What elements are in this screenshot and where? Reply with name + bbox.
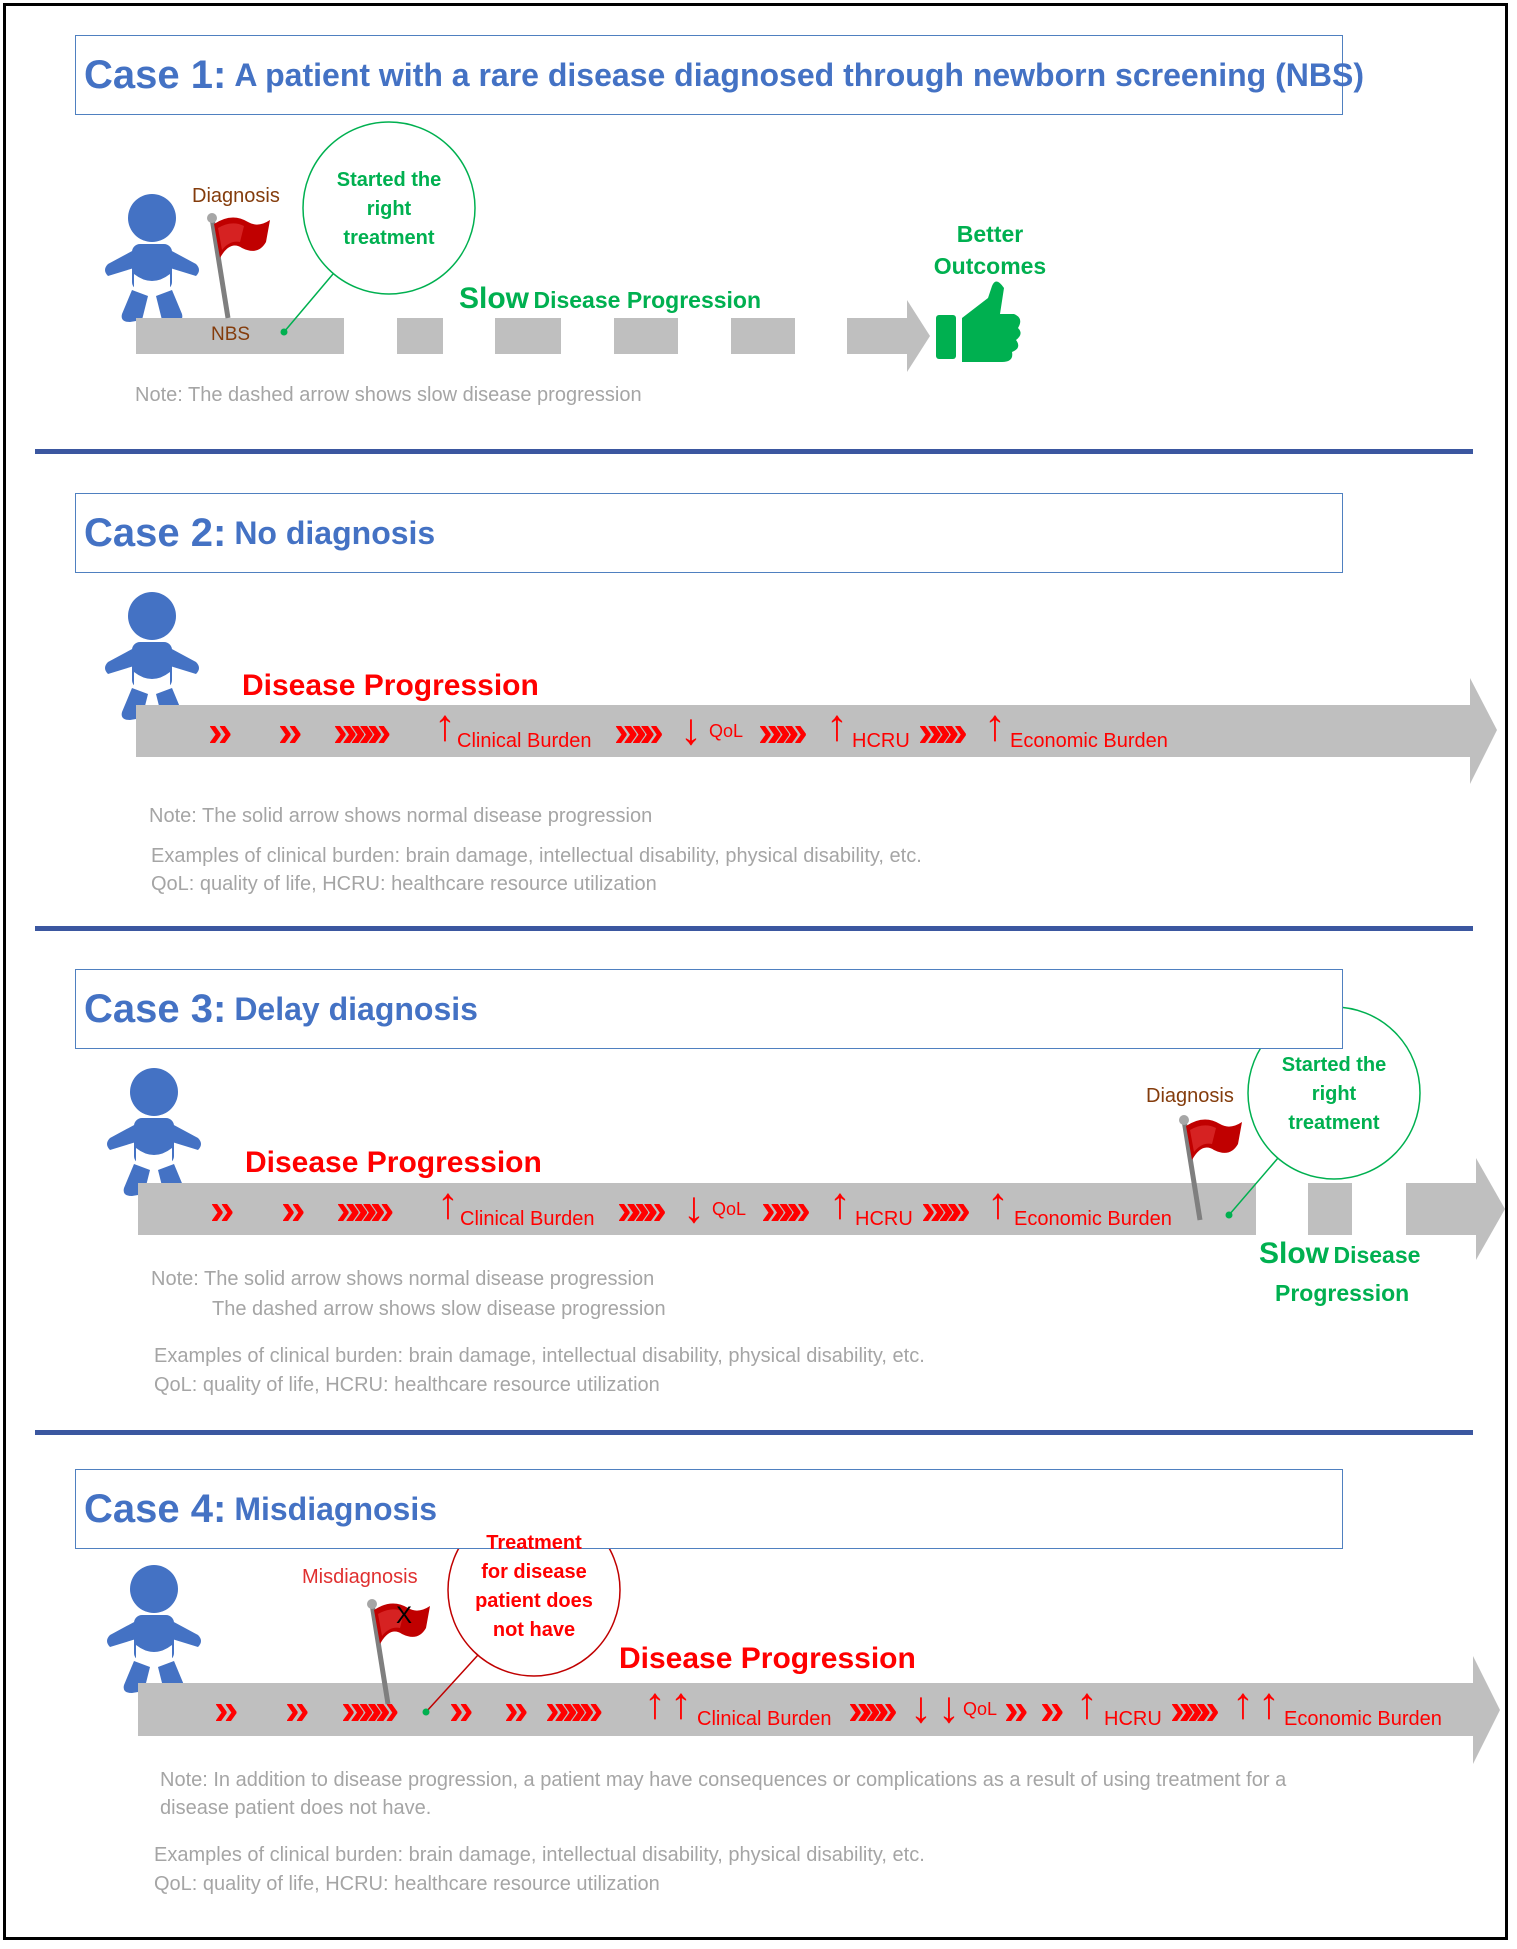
case2-label: Case 2:	[84, 510, 227, 555]
chevron-group: »	[208, 707, 217, 756]
slow-progression-label	[459, 284, 761, 314]
economic-burden-label: Economic Burden	[1284, 1708, 1442, 1730]
chevron-group: »	[1040, 1685, 1049, 1734]
bubble-line: Treatment	[486, 1532, 582, 1554]
up-arrow-icon: ↑	[1076, 1679, 1098, 1728]
case1-title	[75, 35, 1364, 115]
clinical-burden-label: Clinical Burden	[697, 1708, 832, 1730]
case4-label: Case 4:	[84, 1486, 227, 1531]
chevron-group: »»»»	[614, 707, 648, 756]
bubble-line: right	[1311, 1083, 1357, 1105]
case3-note-line2: The dashed arrow shows slow disease progression	[212, 1298, 666, 1320]
clinical-burden-label: Clinical Burden	[460, 1208, 595, 1230]
up-arrow-icon: ↑	[826, 701, 848, 750]
case2-abbreviations: QoL: quality of life, HCRU: healthcare resource utilization	[151, 873, 657, 895]
nbs-label: NBS	[211, 324, 251, 345]
slow-word: Slow	[459, 282, 530, 315]
chevron-group: »»»»	[918, 707, 952, 756]
case2-note: Note: The solid arrow shows normal disease progression	[149, 805, 653, 827]
up-arrow-icon: ↑	[670, 1679, 692, 1728]
case4-note-line2: disease patient does not have.	[160, 1797, 432, 1819]
case1-note: Note: The dashed arrow shows slow disease progression	[135, 384, 642, 406]
misdiagnosis-label: Misdiagnosis	[302, 1566, 418, 1588]
case3-description: Delay diagnosis	[234, 990, 478, 1027]
baby-icon	[105, 194, 199, 322]
up-arrow-icon: ↑	[984, 701, 1006, 750]
baby-icon	[107, 1068, 201, 1196]
case3-label: Case 3:	[84, 986, 227, 1031]
disease-progression-label: Disease Progression	[245, 1146, 542, 1179]
case4-examples: Examples of clinical burden: brain damage, intellectual disability, physical disability, etc.	[154, 1844, 925, 1866]
bubble-line: for disease	[481, 1561, 587, 1583]
qol-label: QoL	[709, 721, 744, 741]
up-arrow-icon: ↑	[1258, 1679, 1280, 1728]
chevron-group: »»»»	[617, 1185, 651, 1234]
chevron-group: »	[281, 1185, 290, 1234]
baby-icon	[107, 1565, 201, 1693]
chevron-group: »»»»»	[545, 1685, 588, 1734]
slow-progression-label	[1259, 1239, 1420, 1269]
treatment-bubble-text	[1250, 1051, 1418, 1138]
case3-examples: Examples of clinical burden: brain damage, intellectual disability, physical disability, etc.	[154, 1345, 925, 1367]
chevron-group: »	[1004, 1685, 1013, 1734]
treatment-bubble-text	[450, 1529, 618, 1645]
section-separator	[35, 1430, 1473, 1435]
case2-description: No diagnosis	[234, 514, 436, 551]
bubble-line: treatment	[1288, 1112, 1380, 1134]
flag-icon	[207, 213, 270, 318]
hcru-label: HCRU	[852, 730, 910, 752]
clinical-burden-label: Clinical Burden	[457, 730, 592, 752]
diagnosis-label: Diagnosis	[192, 185, 280, 207]
outcome-line: Better	[956, 221, 1024, 247]
chevron-group: »	[214, 1685, 223, 1734]
bubble-line: not have	[492, 1619, 576, 1641]
bubble-line: Started the	[1281, 1054, 1387, 1076]
up-arrow-icon: ↑	[1232, 1679, 1254, 1728]
chevron-group: »»»»	[921, 1185, 955, 1234]
up-arrow-icon: ↑	[987, 1179, 1009, 1228]
hcru-label: HCRU	[1104, 1708, 1162, 1730]
disease-progression-label: Disease Progression	[242, 669, 539, 702]
hcru-label: HCRU	[855, 1208, 913, 1230]
qol-label: QoL	[712, 1199, 747, 1219]
slow-word: Slow	[1259, 1237, 1330, 1270]
flag-mark: X	[396, 1602, 413, 1629]
treatment-bubble-text	[305, 166, 473, 253]
section-separator	[35, 449, 1473, 454]
case1-label: Case 1:	[84, 52, 227, 97]
chevron-group: »	[449, 1685, 458, 1734]
case1-description: A patient with a rare disease diagnosed through newborn screening (NBS)	[234, 56, 1364, 93]
chevron-group: »»»»»	[341, 1685, 384, 1734]
section-separator	[35, 926, 1473, 931]
case2-title	[75, 493, 1343, 573]
bubble-line: Started the	[336, 169, 442, 191]
down-arrow-icon: ↓	[910, 1683, 932, 1732]
chevron-group: »»»»	[848, 1685, 882, 1734]
slow-rest: Disease Progression	[533, 287, 762, 313]
chevron-group: »»»»	[758, 707, 792, 756]
diagnosis-label: Diagnosis	[1146, 1085, 1234, 1107]
chevron-group: »»»»»	[333, 707, 376, 756]
chevron-group: »	[285, 1685, 294, 1734]
slow-rest: Disease	[1333, 1242, 1421, 1268]
economic-burden-label: Economic Burden	[1010, 730, 1168, 752]
case4-title	[75, 1469, 1343, 1549]
bubble-line: right	[366, 198, 412, 220]
up-arrow-icon: ↑	[829, 1179, 851, 1228]
bubble-line: patient does	[475, 1590, 593, 1612]
down-arrow-icon: ↓	[938, 1683, 960, 1732]
qol-label: QoL	[963, 1699, 998, 1719]
case4-note-line1: Note: In addition to disease progression, a patient may have consequences or complications as a result of using treatment for a	[160, 1769, 1287, 1791]
chevron-group: »	[278, 707, 287, 756]
economic-burden-label: Economic Burden	[1014, 1208, 1172, 1230]
thumbs-up-icon	[936, 281, 1021, 362]
up-arrow-icon: ↑	[437, 1179, 459, 1228]
chevron-group: »	[504, 1685, 513, 1734]
disease-progression-label: Disease Progression	[619, 1642, 916, 1675]
case3-abbreviations: QoL: quality of life, HCRU: healthcare resource utilization	[154, 1374, 660, 1396]
outcome-line: Outcomes	[933, 253, 1047, 280]
slow-rest-line2: Progression	[1275, 1280, 1410, 1306]
case4-abbreviations: QoL: quality of life, HCRU: healthcare resource utilization	[154, 1873, 660, 1895]
case3-title	[75, 969, 1343, 1049]
chevron-group: »»»»	[761, 1185, 795, 1234]
case3-note-line1: Note: The solid arrow shows normal disease progression	[151, 1268, 655, 1290]
down-arrow-icon: ↓	[683, 1183, 705, 1232]
better-outcomes-label	[920, 218, 1060, 282]
bubble-line: treatment	[343, 227, 435, 249]
chevron-group: »	[210, 1185, 219, 1234]
case2-examples: Examples of clinical burden: brain damage, intellectual disability, physical disability, etc.	[151, 845, 922, 867]
baby-icon	[105, 592, 199, 720]
case4-description: Misdiagnosis	[234, 1490, 438, 1527]
up-arrow-icon: ↑	[434, 701, 456, 750]
up-arrow-icon: ↑	[644, 1679, 666, 1728]
chevron-group: »»»»	[1170, 1685, 1204, 1734]
chevron-group: »»»»»	[336, 1185, 379, 1234]
down-arrow-icon: ↓	[680, 705, 702, 754]
